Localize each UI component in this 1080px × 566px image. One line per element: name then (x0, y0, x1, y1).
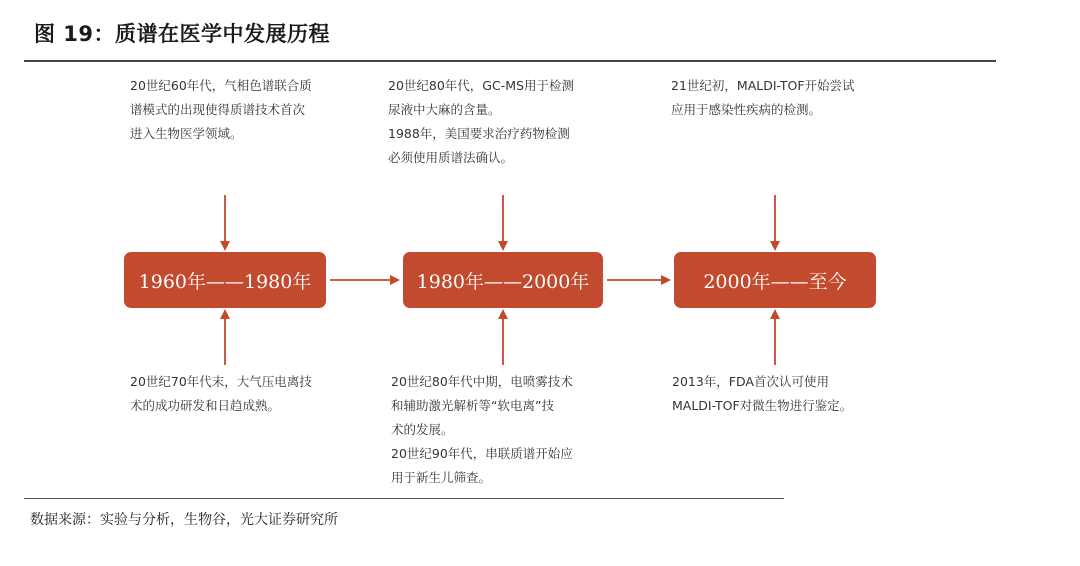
source-divider (24, 498, 784, 499)
note-line: 20世纪80年代，GC-MS用于检测 (388, 78, 574, 93)
note-line: 和辅助激光解析等“软电离”技 (391, 398, 554, 413)
note-line: 20世纪70年代末，大气压电离技 (130, 374, 312, 389)
note-line: 术的发展。 (391, 422, 454, 437)
note-line: 20世纪90年代，串联质谱开始应 (391, 446, 573, 461)
note-line: 必须使用质谱法确认。 (388, 150, 514, 165)
note-line: 20世纪60年代，气相色谱联合质 (130, 78, 312, 93)
note-line: MALDI-TOF对微生物进行鉴定。 (672, 398, 853, 413)
note-line: 术的成功研发和日趋成熟。 (130, 398, 281, 413)
note-line: 尿液中大麻的含量。 (388, 102, 501, 117)
period-3-label: 2000年——至今 (703, 270, 847, 293)
period-2-label: 1980年——2000年 (416, 270, 590, 293)
note-line: 应用于感染性疾病的检测。 (671, 102, 822, 117)
note-line: 21世纪初，MALDI-TOF开始尝试 (671, 78, 855, 93)
period-1-label: 1960年——1980年 (138, 270, 312, 293)
note-line: 进入生物医学领域。 (130, 126, 243, 141)
figure-title: 图 19：质谱在医学中发展历程 (34, 22, 331, 46)
note-line: 2013年，FDA首次认可使用 (672, 374, 829, 389)
note-line: 用于新生儿筛查。 (391, 470, 492, 485)
note-line: 1988年，美国要求治疗药物检测 (388, 126, 570, 141)
data-source: 数据来源：实验与分析，生物谷，光大证券研究所 (30, 512, 338, 528)
note-line: 20世纪80年代中期，电喷雾技术 (391, 374, 573, 389)
note-line: 谱模式的出现使得质谱技术首次 (130, 102, 306, 117)
